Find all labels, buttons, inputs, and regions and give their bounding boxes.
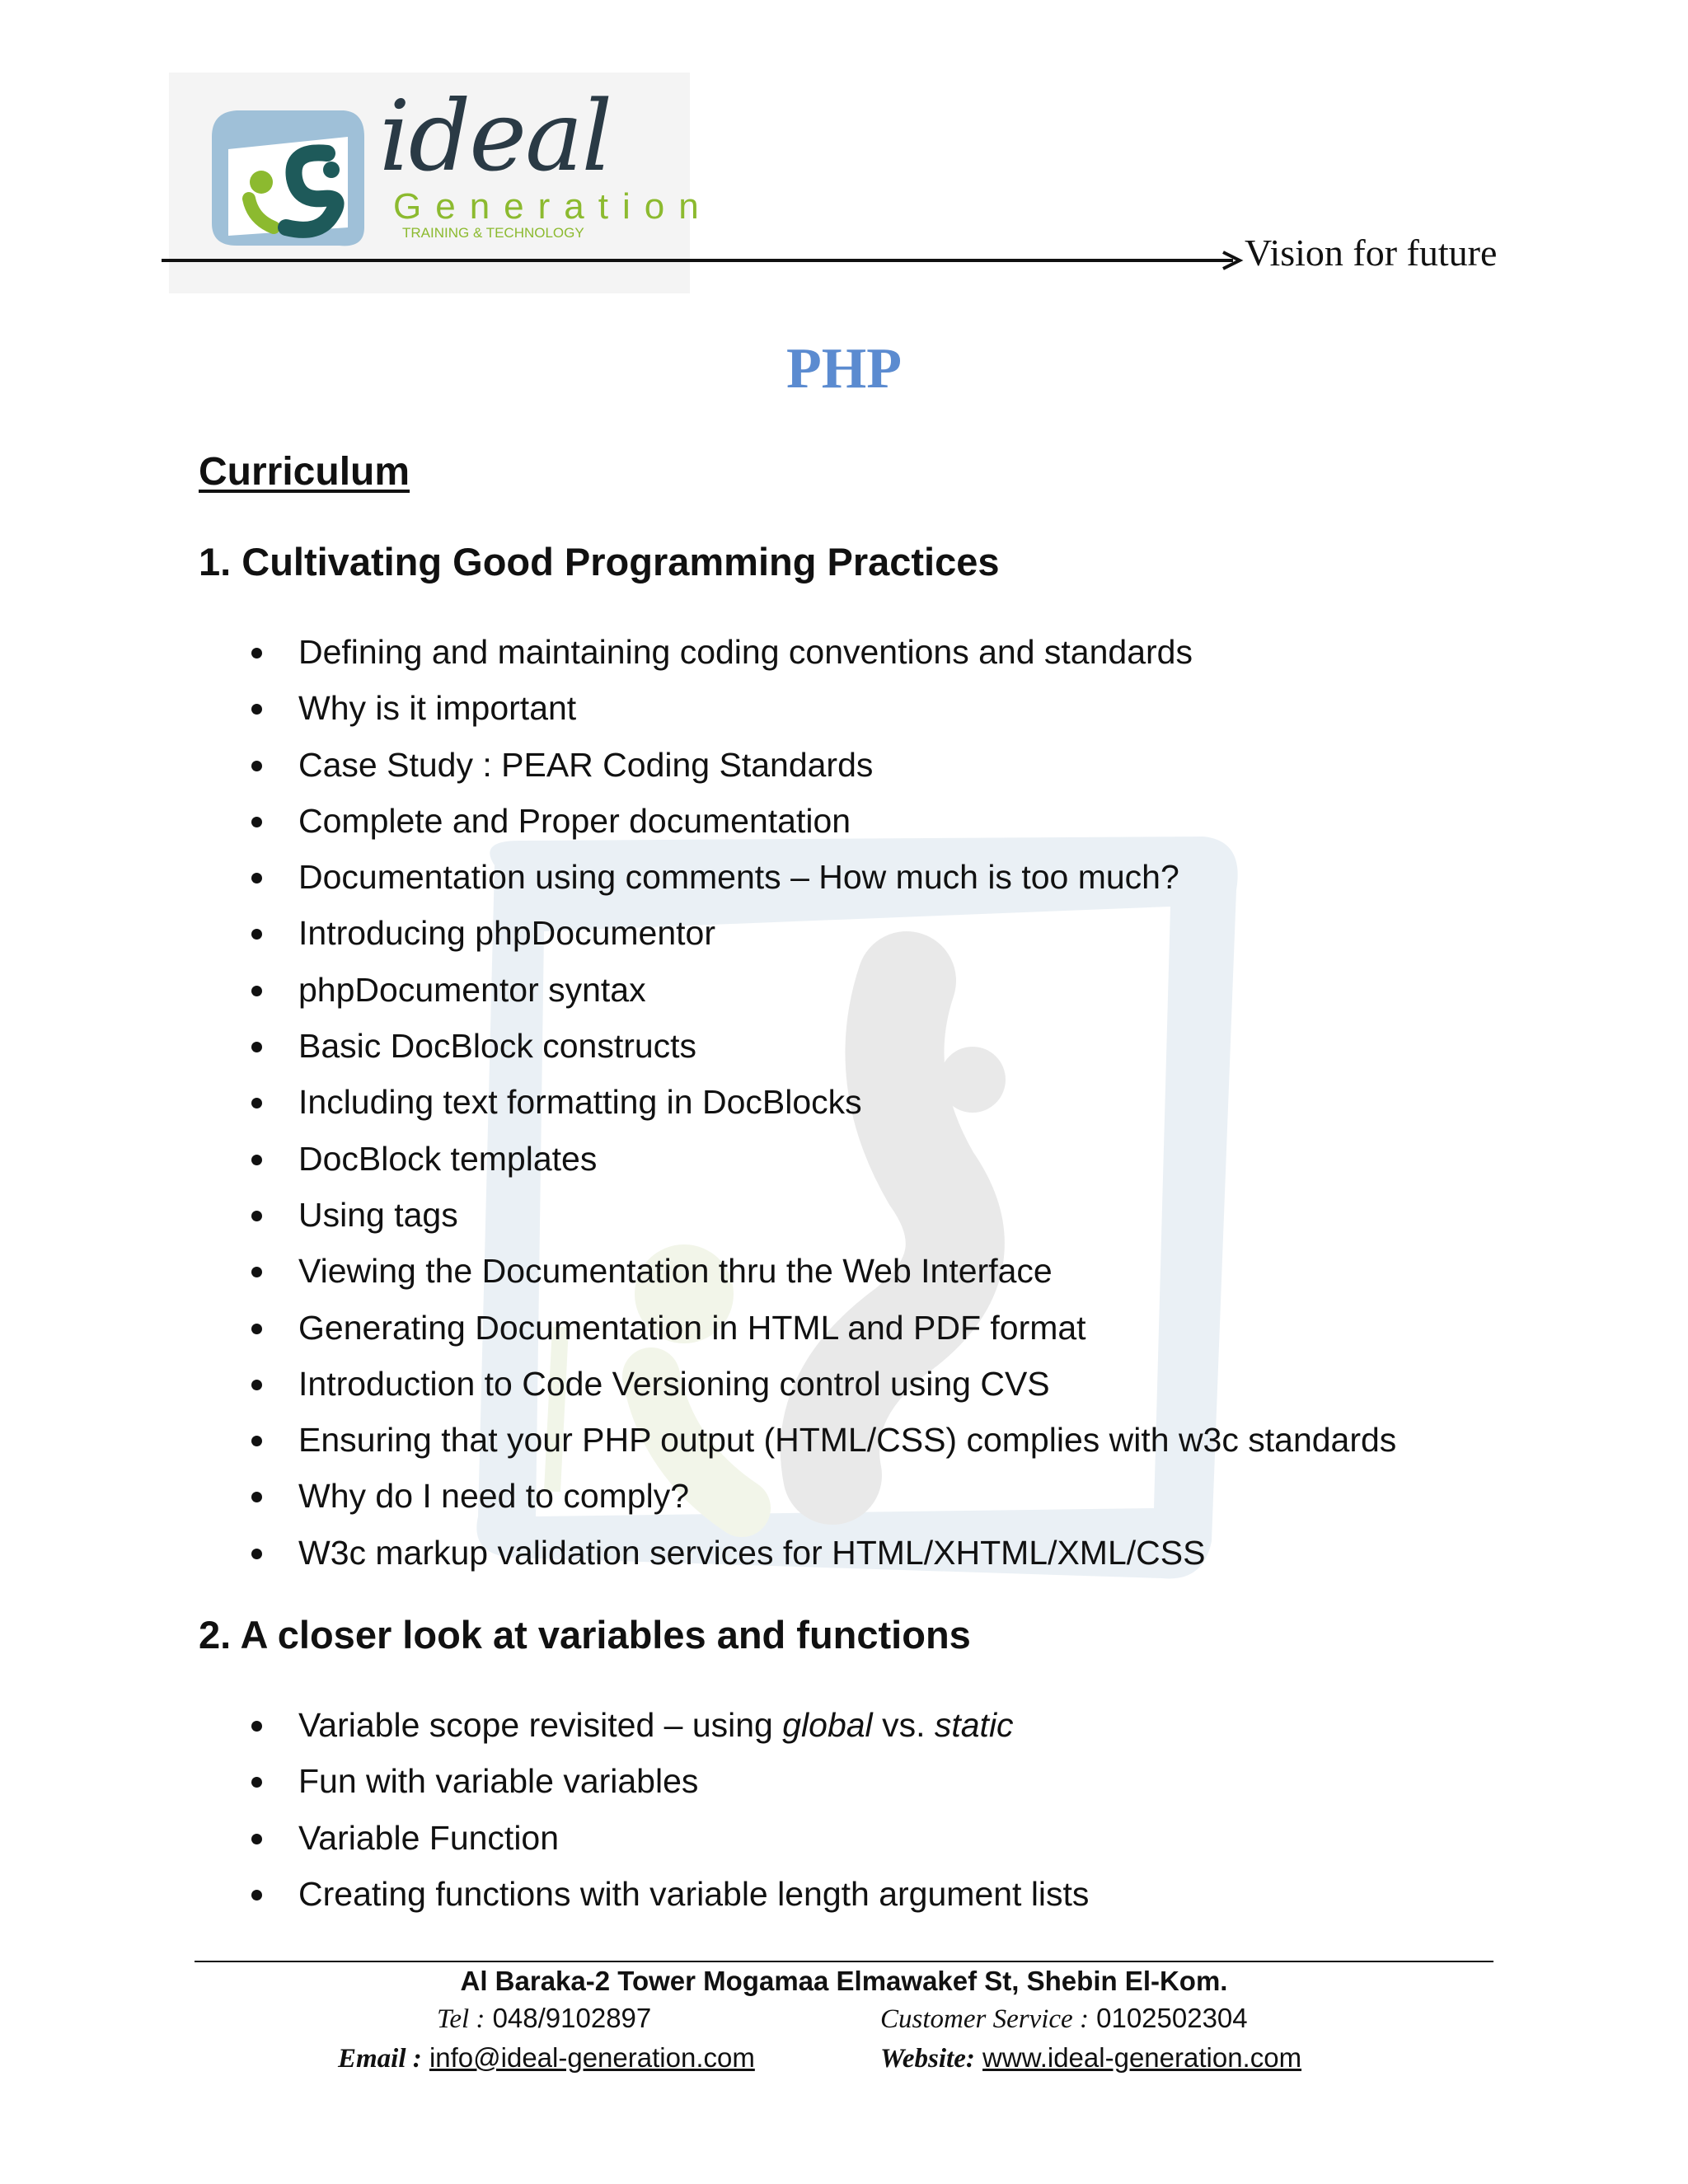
document-title: PHP <box>786 337 902 401</box>
list-item: Introduction to Code Versioning control using CVS <box>0 1356 1396 1412</box>
email-link[interactable]: info@ideal-generation.com <box>429 2042 755 2073</box>
footer-rule <box>195 1961 1493 1962</box>
list-item: Case Study : PEAR Coding Standards <box>0 737 1396 793</box>
tel-value: 048/9102897 <box>492 2003 652 2033</box>
section-title-1: 1. Cultivating Good Programming Practices <box>199 540 1000 583</box>
footer-tel <box>437 2003 651 2035</box>
curriculum-heading: Curriculum <box>199 450 410 494</box>
list-item: Why is it important <box>0 680 1396 736</box>
website-link[interactable]: www.ideal-generation.com <box>982 2042 1302 2073</box>
list-item: Defining and maintaining coding conventions and standards <box>0 624 1396 680</box>
emphasis-static: static <box>934 1706 1014 1744</box>
emphasis-global: global <box>782 1706 873 1744</box>
section-1-list <box>0 624 1396 1581</box>
footer-address: Al Baraka-2 Tower Mogamaa Elmawakef St, Shebin El-Kom. <box>460 1966 1228 1996</box>
email-label: Email : <box>338 2044 422 2074</box>
list-item: phpDocumentor syntax <box>0 962 1396 1018</box>
list-item: DocBlock templates <box>0 1131 1396 1187</box>
list-item: Including text formatting in DocBlocks <box>0 1074 1396 1130</box>
list-item <box>0 1697 1089 1753</box>
tel-label: Tel : <box>437 2004 485 2034</box>
section-title-2: 2. A closer look at variables and functions <box>199 1613 971 1657</box>
list-item: Ensuring that your PHP output (HTML/CSS) complies with w3c standards <box>0 1412 1396 1468</box>
logo-generation-text: Generation <box>393 186 713 227</box>
list-item: Variable Function <box>0 1810 1089 1866</box>
header-slogan: Vision for future <box>1245 232 1498 274</box>
logo-tagline: TRAINING & TECHNOLOGY <box>402 225 584 241</box>
list-item: Complete and Proper documentation <box>0 793 1396 849</box>
list-item: Creating functions with variable length argument lists <box>0 1866 1089 1922</box>
list-item: W3c markup validation services for HTML/XHTML/XML/CSS <box>0 1525 1396 1581</box>
logo-wordmark: ideal <box>379 79 612 193</box>
list-item: Fun with variable variables <box>0 1753 1089 1809</box>
list-item: Documentation using comments – How much is too much? <box>0 849 1396 905</box>
list-item-text: Variable scope revisited – using <box>298 1706 783 1744</box>
list-item: Introducing phpDocumentor <box>0 905 1396 961</box>
customer-service-value: 0102502304 <box>1096 2003 1248 2033</box>
arrow-right-icon <box>1220 249 1245 272</box>
website-label: Website: <box>880 2044 975 2074</box>
footer-email <box>338 2042 755 2074</box>
list-item: Using tags <box>0 1187 1396 1243</box>
list-item: Basic DocBlock constructs <box>0 1018 1396 1074</box>
list-item: Generating Documentation in HTML and PDF format <box>0 1300 1396 1356</box>
section-2-list <box>0 1697 1089 1922</box>
list-item: Viewing the Documentation thru the Web Interface <box>0 1243 1396 1299</box>
list-item-text: vs. <box>872 1706 935 1744</box>
header-rule <box>162 259 1233 262</box>
ig-logo-mark-icon <box>204 104 368 252</box>
list-item: Why do I need to comply? <box>0 1468 1396 1524</box>
customer-service-label: Customer Service : <box>880 2004 1089 2034</box>
footer-website <box>880 2042 1301 2074</box>
footer-customer-service <box>880 2003 1248 2035</box>
